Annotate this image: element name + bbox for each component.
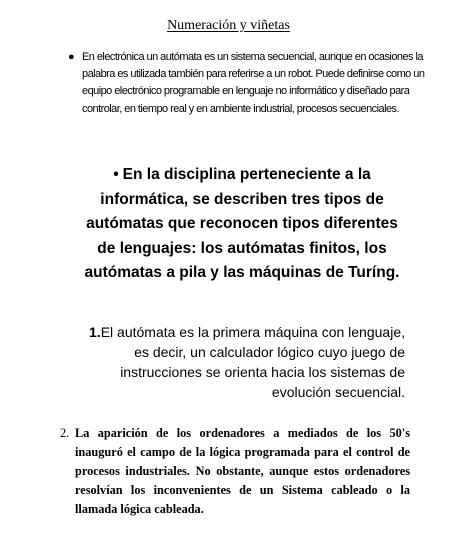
- numbered-item-2: [60, 424, 410, 519]
- numbered-item-1: [83, 322, 405, 402]
- bullet-icon: •: [113, 166, 119, 183]
- bullet-icon: ●: [68, 51, 75, 63]
- item-number: 1.: [89, 324, 101, 340]
- bullet-paragraph-text: En electrónica un autómata es un sistema secuencial, aunque en ocasiones la palabra es utilizada también para referirse a un robot. Puede definirse como un equipo electrónico programable en lenguaje no informático y diseñado para controlar, en tiempo real y en ambiente industrial, procesos secuenciales.: [82, 51, 425, 115]
- item-text: El autómata es la primera máquina con lenguaje, es decir, un calculador lógico cuyo juego de instrucciones se orienta hacia los sistemas de evolución secuencial.: [100, 324, 405, 400]
- item-number: 2.: [60, 426, 70, 440]
- bullet-paragraph-large: [84, 163, 400, 286]
- item-text: La aparición de los ordenadores a mediados de los 50's inauguró el campo de la lógica programada para el control de procesos industriales. No obstante, aunque estos ordenadores resolvían los inconvenientes de un Sistema cableado o la llamada lógica cableada.: [75, 426, 410, 517]
- document-title: Numeración y viñetas: [167, 18, 290, 33]
- bullet-paragraph-small: [60, 49, 430, 118]
- bullet-paragraph-text: En la disciplina perteneciente a la informática, se describen tres tipos de autómatas que reconocen tipos diferentes de lenguajes: los autómatas finitos, los autómatas a pila y las máquinas de Turíng.: [84, 166, 400, 282]
